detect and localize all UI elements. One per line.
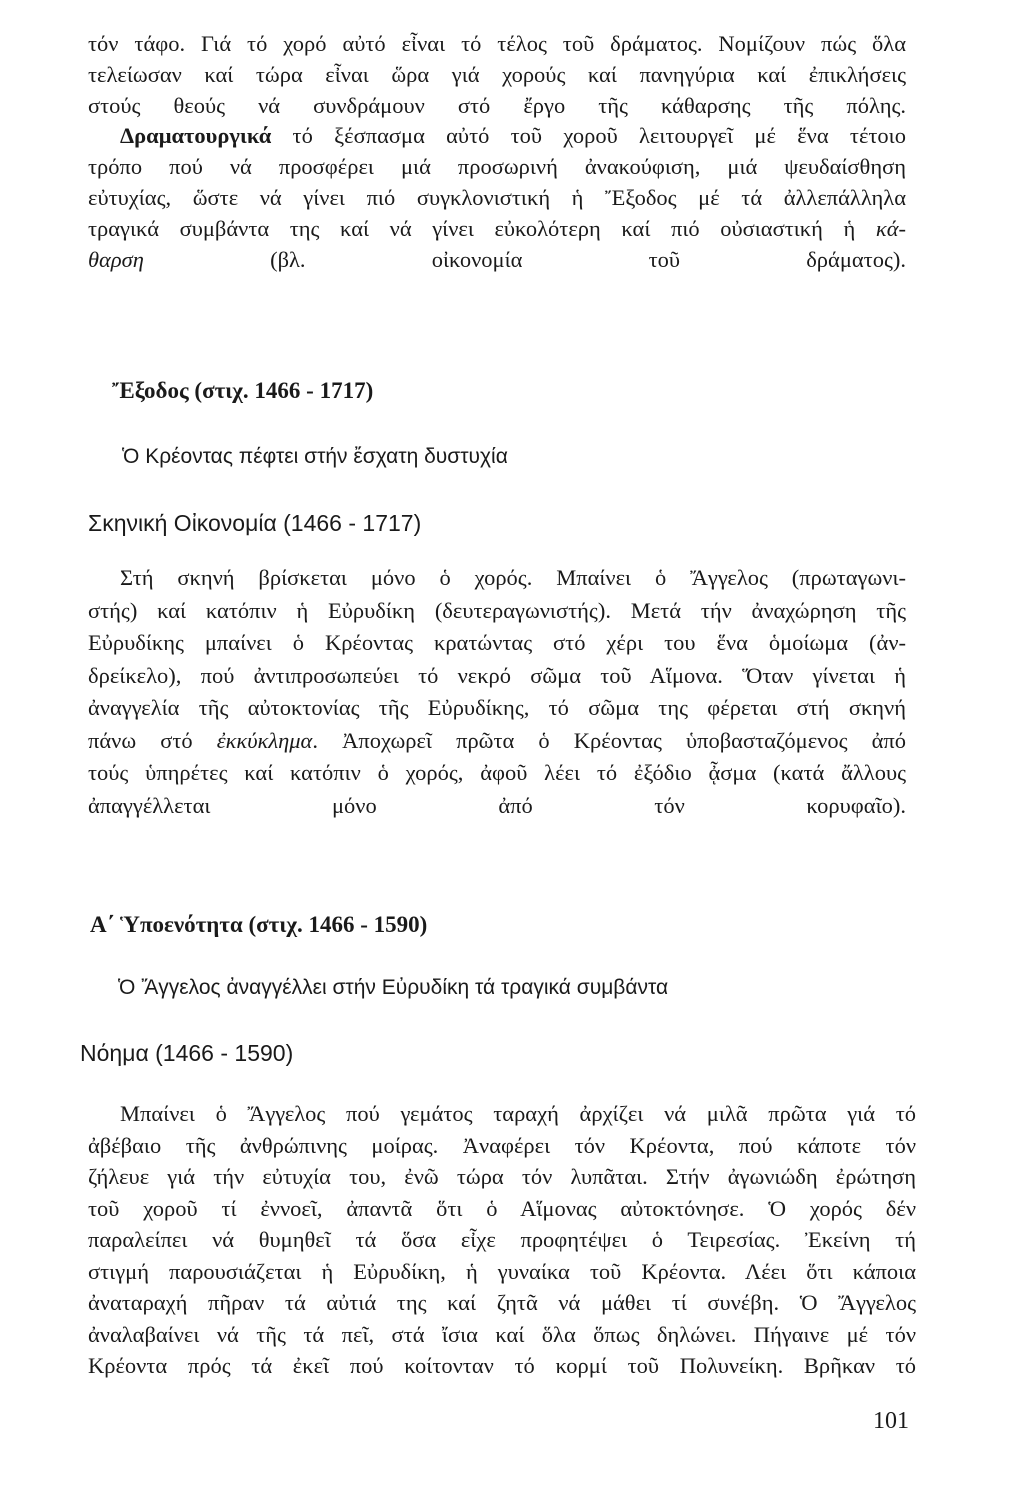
bold-term: Δραματουργικά xyxy=(120,123,272,149)
text-segment: ἀναλαβαίνει νά τῆς τά πεῖ, στά ἴσια καί ὅλα ὅπως δηλώνει. Πήγαινε μέ τόν xyxy=(88,1321,916,1347)
text-line xyxy=(88,1226,916,1254)
text-segment: τρόπο πού νά προσφέρει μιά προσωρινή ἀνακούφιση, μιά ψευδαίσθηση xyxy=(88,154,906,180)
text-line xyxy=(88,662,906,690)
text-line xyxy=(88,629,906,657)
text-segment: στούς θεούς νά συνδράμουν στό ἔργο τῆς κάθαρσης τῆς πόλης. xyxy=(88,92,906,118)
text-line xyxy=(88,759,906,787)
text-line xyxy=(88,246,906,274)
text-line xyxy=(88,1132,916,1160)
text-segment: τούς ὑπηρέτες καί κατόπιν ὁ χορός, ἀφοῦ λέει τό ἐξόδιο ᾆσμα (κατά ἄλλους xyxy=(88,760,906,785)
text-line xyxy=(88,1195,916,1223)
text-segment: Κρέοντα πρός τά ἐκεῖ πού κοίτονταν τό κορμί τοῦ Πολυνείκη. Βρῆκαν τό xyxy=(88,1353,916,1378)
text-line xyxy=(88,792,906,820)
text-segment: εὐτυχίας, ὥστε νά γίνει πιό συγκλονιστική ἡ Ἔξοδος μέ τά ἀλλεπάλληλα xyxy=(88,185,906,210)
exodos-heading: Ἔξοδος (στιχ. 1466 - 1717) xyxy=(112,378,374,403)
italic-term: ἐκκύκλημα xyxy=(216,727,313,753)
text-line xyxy=(88,1321,916,1349)
text-line xyxy=(88,1163,916,1191)
text-segment: ἀναγγελία τῆς αὐτοκτονίας τῆς Εὐρυδίκης, τό σῶμα της φέρεται στή σκηνή xyxy=(88,695,906,720)
text-segment: τραγικά συμβάντα της καί νά γίνει εὐκολότερη καί πιό οὐσιαστική ἡ xyxy=(88,215,876,241)
text-segment: στιγμή παρουσιάζεται ἡ Εὐρυδίκη, ἡ γυναίκα τοῦ Κρέοντα. Λέει ὅτι κάποια xyxy=(88,1258,916,1284)
text-segment: πάνω στό xyxy=(88,727,217,753)
text-line xyxy=(88,184,906,212)
text-line xyxy=(88,30,906,58)
subunit-subtitle: Ὁ Ἄγγελος ἀναγγέλλει στήν Εὐρυδίκη τά τραγικά συμβάντα xyxy=(118,976,669,999)
subunit-section-title: Νόημα (1466 - 1590) xyxy=(80,1040,294,1066)
text-line xyxy=(88,1352,916,1380)
text-segment: ἀβέβαιο τῆς ἀνθρώπινης μοίρας. Ἀναφέρει τόν Κρέοντα, πού κάποτε τόν xyxy=(88,1132,916,1158)
text-line xyxy=(88,1289,916,1317)
italic-term: κά- xyxy=(875,215,906,241)
text-segment: τόν τάφο. Γιά τό χορό αὐτό εἶναι τό τέλος τοῦ δράματος. Νομίζουν πώς ὅλα xyxy=(88,31,906,56)
text-segment: ἀναταραχή πῆραν τά αὐτιά της καί ζητᾶ νά μάθει τί συνέβη. Ὁ Ἄγγελος xyxy=(88,1290,916,1315)
exodos-section-title: Σκηνική Οἰκονομία (1466 - 1717) xyxy=(88,510,422,536)
text-line xyxy=(88,597,906,625)
text-segment: παραλείπει νά θυμηθεῖ τά ὅσα εἶχε προφητέψει ὁ Τειρεσίας. Ἐκείνη τή xyxy=(88,1227,916,1252)
text-segment: τό ξέσπασμα αὐτό τοῦ χοροῦ λειτουργεῖ μέ ἕνα τέτοιο xyxy=(271,123,906,149)
text-line xyxy=(88,694,906,722)
page-number: 101 xyxy=(873,1408,909,1434)
text-line xyxy=(120,564,906,592)
subunit-heading: Α΄ Ὑποενότητα (στιχ. 1466 - 1590) xyxy=(90,912,428,937)
text-line xyxy=(88,215,906,243)
exodos-subtitle: Ὁ Κρέοντας πέφτει στήν ἔσχατη δυστυχία xyxy=(122,445,508,468)
text-segment: Μπαίνει ὁ Ἄγγελος πού γεμάτος ταραχή ἀρχίζει νά μιλᾶ πρῶτα γιά τό xyxy=(120,1101,916,1126)
text-segment: Στή σκηνή βρίσκεται μόνο ὁ χορός. Μπαίνει ὁ Ἄγγελος (πρωταγωνι- xyxy=(120,565,906,590)
text-line xyxy=(88,61,906,89)
text-segment: τοῦ χοροῦ τί ἐννοεῖ, ἀπαντᾶ ὅτι ὁ Αἵμονας αὐτοκτόνησε. Ὁ χορός δέν xyxy=(88,1195,916,1221)
text-segment: στής) καί κατόπιν ἡ Εὐρυδίκη (δευτεραγωνιστής). Μετά τήν ἀναχώρηση τῆς xyxy=(88,597,906,623)
text-line xyxy=(88,727,906,755)
text-line xyxy=(120,1100,916,1128)
text-segment: τελείωσαν καί τώρα εἶναι ὥρα γιά χορούς καί πανηγύρια καί ἐπικλήσεις xyxy=(88,61,906,87)
text-line xyxy=(120,122,906,150)
text-line xyxy=(88,92,906,120)
text-segment: δρείκελο), πού ἀντιπροσωπεύει τό νεκρό σῶμα τοῦ Αἵμονα. Ὅταν γίνεται ἡ xyxy=(88,662,906,688)
text-line xyxy=(88,153,906,181)
text-segment: . Ἀποχωρεῖ πρῶτα ὁ Κρέοντας ὑποβασταζόμενος ἀπό xyxy=(312,727,906,753)
italic-term: θαρση xyxy=(88,246,144,272)
text-line xyxy=(88,1258,916,1286)
text-segment: Εὐρυδίκης μπαίνει ὁ Κρέοντας κρατώντας στό χέρι του ἕνα ὁμοίωμα (ἀν- xyxy=(88,630,906,655)
text-segment: ἀπαγγέλλεται μόνο ἀπό τόν κορυφαῖο). xyxy=(88,792,906,818)
text-segment: (βλ. οἰκονομία τοῦ δράματος). xyxy=(143,246,906,272)
text-segment: ζήλευε γιά τήν εὐτυχία του, ἐνῶ τώρα τόν λυπᾶται. Στήν ἀγωνιώδη ἐρώτηση xyxy=(88,1164,916,1189)
